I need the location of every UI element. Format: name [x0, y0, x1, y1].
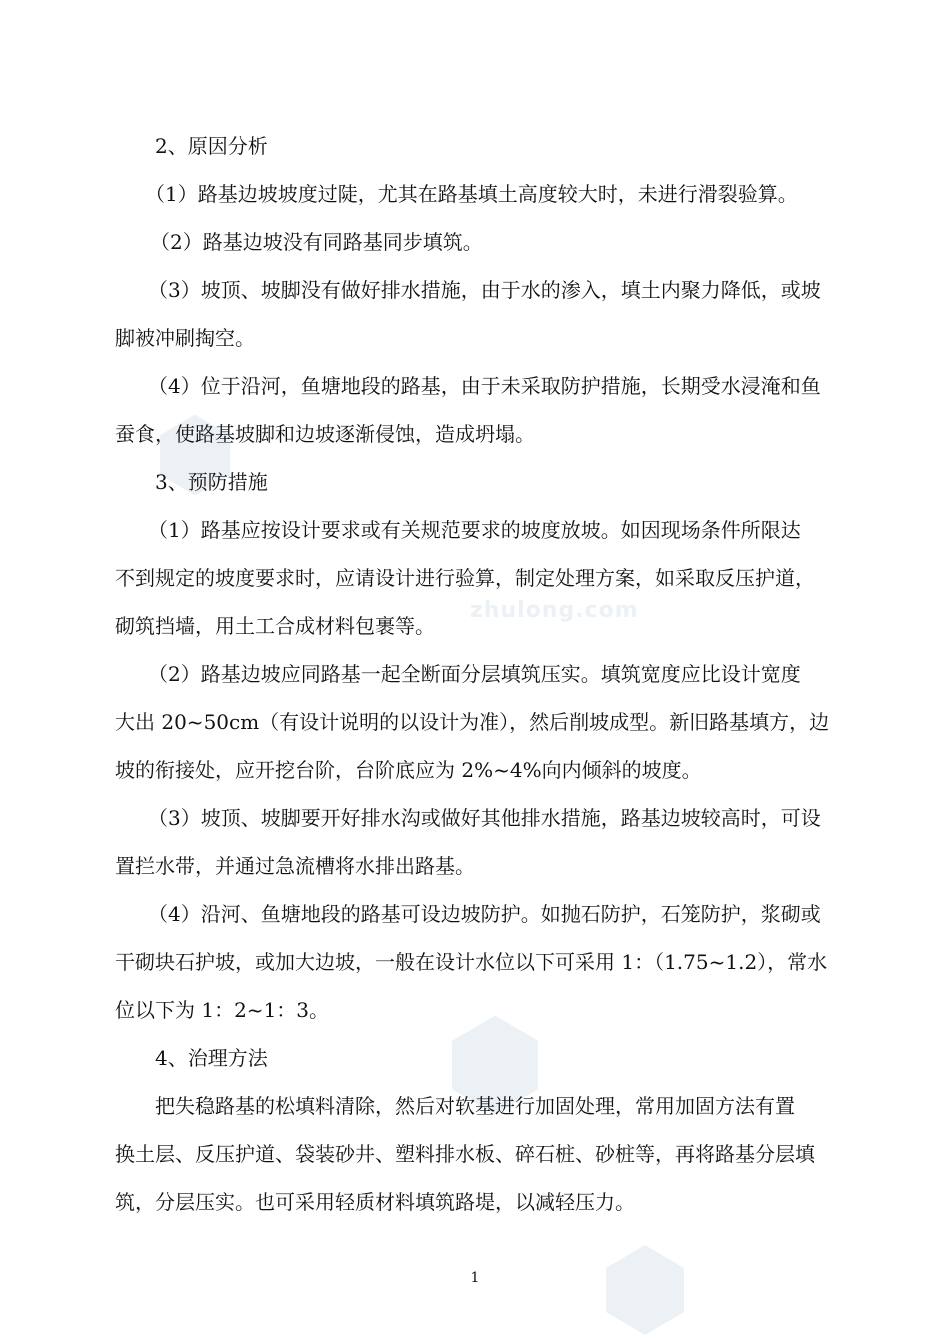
paragraph-line: 蚕食，使路基坡脚和边坡逐渐侵蚀，造成坍塌。 — [115, 422, 535, 446]
paragraph-line: 干砌块石护坡，或加大边坡，一般在设计水位以下可采用 1：（1.75~1.2），常水 — [115, 950, 828, 974]
paragraph-line: 砌筑挡墙，用土工合成材料包裹等。 — [115, 614, 435, 638]
paragraph-line: 位以下为 1：2~1：3。 — [115, 998, 330, 1022]
paragraph-line: （3）坡顶、坡脚要开好排水沟或做好其他排水措施，路基边坡较高时，可设 — [148, 806, 821, 830]
watermark-logo-icon — [595, 1240, 695, 1340]
watermark-text: zhulong.com — [470, 598, 639, 623]
paragraph-line: 置拦水带，并通过急流槽将水排出路基。 — [115, 854, 475, 878]
section-heading-causes: 2、原因分析 — [155, 134, 268, 158]
paragraph-line: 筑，分层压实。也可采用轻质材料填筑路堤，以减轻压力。 — [115, 1190, 635, 1214]
paragraph-line: （4）沿河、鱼塘地段的路基可设边坡防护。如抛石防护，石笼防护，浆砌或 — [148, 902, 821, 926]
paragraph-line: （2）路基边坡应同路基一起全断面分层填筑压实。填筑宽度应比设计宽度 — [148, 662, 801, 686]
section-heading-treatment: 4、治理方法 — [155, 1046, 268, 1070]
paragraph-line: 脚被冲刷掏空。 — [115, 326, 255, 350]
paragraph-line: 不到规定的坡度要求时，应请设计进行验算，制定处理方案，如采取反压护道， — [115, 566, 815, 590]
paragraph-line: 坡的衔接处，应开挖台阶，台阶底应为 2%~4%向内倾斜的坡度。 — [115, 758, 702, 782]
paragraph-line: 把失稳路基的松填料清除，然后对软基进行加固处理，常用加固方法有置 — [155, 1094, 795, 1118]
paragraph-line: （1）路基边坡坡度过陡，尤其在路基填土高度较大时，未进行滑裂验算。 — [145, 182, 798, 206]
page-number: 1 — [470, 1270, 480, 1286]
paragraph-line: （2）路基边坡没有同路基同步填筑。 — [150, 230, 483, 254]
section-heading-prevention: 3、预防措施 — [155, 470, 268, 494]
paragraph-line: 大出 20~50cm（有设计说明的以设计为准），然后削坡成型。新旧路基填方，边 — [115, 710, 830, 734]
paragraph-line: （1）路基应按设计要求或有关规范要求的坡度放坡。如因现场条件所限达 — [148, 518, 801, 542]
paragraph-line: （3）坡顶、坡脚没有做好排水措施，由于水的渗入，填土内聚力降低，或坡 — [148, 278, 821, 302]
paragraph-line: 换土层、反压护道、袋装砂井、塑料排水板、碎石桩、砂桩等，再将路基分层填 — [115, 1142, 815, 1166]
paragraph-line: （4）位于沿河，鱼塘地段的路基，由于未采取防护措施，长期受水浸淹和鱼 — [148, 374, 821, 398]
